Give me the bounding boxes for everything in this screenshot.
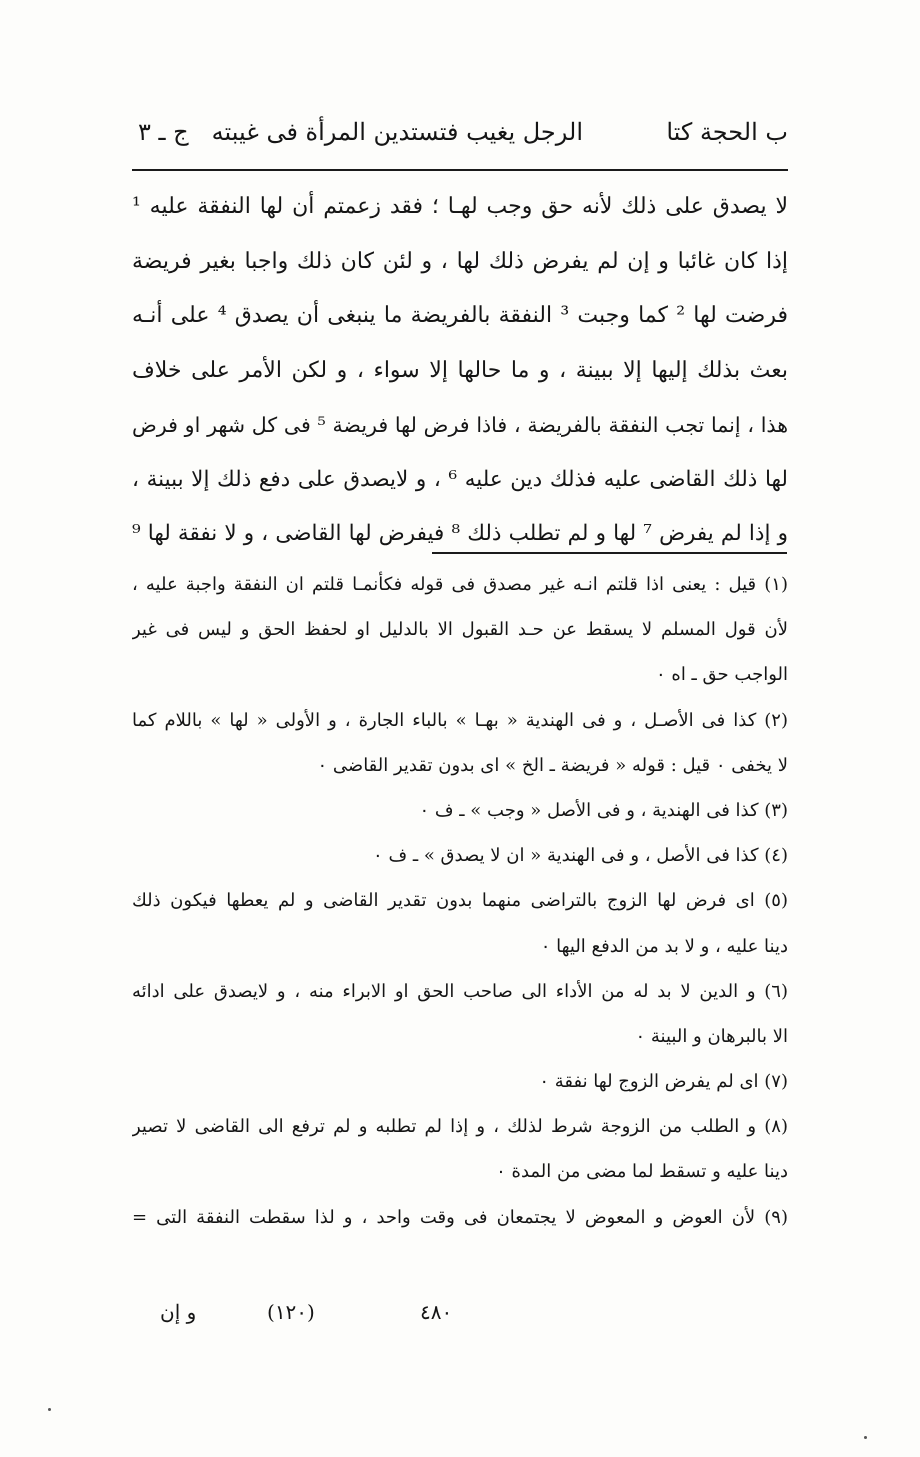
- header-book-title: ب الحجة كتا: [666, 118, 788, 146]
- body-line: لها ذلك القاضى عليه فذلك دين عليه ⁶ ، و لايصدق على دفع ذلك إلا ببينة ،: [132, 466, 788, 492]
- footnote-line: (١) قيل : يعنى اذا قلتم انـه غير مصدق فى قوله فكأنمـا قلتم ان النفقة واجبة عليه ،: [132, 574, 788, 595]
- page-footer: [132, 1300, 788, 1340]
- footnote-line: (٣) كذا فى الهندية ، و فى الأصل « وجب » ـ ف ٠: [419, 799, 788, 821]
- footnote-line: لا يخفى ٠ قيل : قوله « فريضة ـ الخ » اى بدون تقدير القاضى ٠: [317, 754, 788, 776]
- footnote-line: لأن قول المسلم لا يسقط عن حـد القبول الا بالدليل او لحفظ الحق و ليس فى غير: [132, 619, 788, 641]
- main-text: [132, 180, 788, 562]
- footnote-line: دينا عليه و تسقط لما مضى من المدة ٠: [496, 1161, 788, 1183]
- scan-speck: [864, 1436, 867, 1439]
- footnotes: [132, 562, 788, 1240]
- footnote-line: (٧) اى لم يفرض الزوج لها نفقة ٠: [539, 1071, 788, 1093]
- header-volume-number: ج ـ ٣: [138, 118, 189, 146]
- footnote-line: دينا عليه ، و لا بد من الدفع اليها ٠: [540, 935, 788, 957]
- footnote-line: (٦) و الدين لا بد له من الأداء الى صاحب الحق او الابراء منه ، و لايصدق على ادائه: [132, 980, 788, 1002]
- footnote-line: (٨) و الطلب من الزوجة شرط لذلك ، و إذا لم تطلبه و لم ترفع الى القاضى لا تصير: [132, 1116, 788, 1138]
- body-line: فرضت لها ² كما وجبت ³ النفقة بالفريضة ما ينبغى أن يصدق ⁴ على أنـه: [132, 303, 788, 328]
- footnote-line: (٥) اى فرض لها الزوج بالتراضى منهما بدون تقدير القاضى و لم يعطها فيكون ذلك: [132, 890, 788, 912]
- body-line: بعث بذلك إليها إلا ببينة ، و ما حالها إلا سواء ، و لكن الأمر على خلاف: [132, 357, 788, 383]
- body-line: هذا ، إنما تجب النفقة بالفريضة ، فاذا فرض لها فريضة ⁵ فى كل شهر او فرض: [132, 413, 788, 437]
- catch-word: و إن: [160, 1300, 197, 1324]
- footnote-line: (٢) كذا فى الأصـل ، و فى الهندية « بهـا » بالباء الجارة ، و الأولى « لها » باللام كما: [132, 709, 788, 731]
- header-rule: [132, 169, 788, 171]
- footnote-line: الا بالبرهان و البينة ٠: [635, 1025, 788, 1047]
- body-line: و إذا لم يفرض ⁷ لها و لم تطلب ذلك ⁸ فيفرض لها القاضى ، و لا نفقة لها ⁹: [132, 521, 788, 546]
- footnote-line: (٤) كذا فى الأصل ، و فى الهندية « ان لا يصدق » ـ ف ٠: [373, 845, 788, 867]
- footnote-line: (٩) لأن العوض و المعوض لا يجتمعان فى وقت واحد ، و لذا سقطت النفقة التى =: [132, 1206, 788, 1228]
- header-chapter-title: الرجل يغيب فتستدين المرأة فى غيبته: [211, 118, 583, 146]
- scan-speck: [48, 1408, 51, 1411]
- running-header: [128, 118, 788, 162]
- footnote-line: الواجب حق ـ اه ٠: [656, 664, 788, 686]
- body-line: لا يصدق على ذلك لأنه حق وجب لهـا ؛ فقد زعمتم أن لها النفقة عليه ¹: [132, 194, 788, 219]
- body-line: إذا كان غائبا و إن لم يفرض ذلك لها ، و لئن كان ذلك واجبا بغير فريضة: [132, 248, 788, 274]
- page-number: ٤٨٠: [420, 1300, 453, 1324]
- footnote-separator: [432, 552, 787, 554]
- volume-page-number: (١٢٠): [267, 1300, 315, 1324]
